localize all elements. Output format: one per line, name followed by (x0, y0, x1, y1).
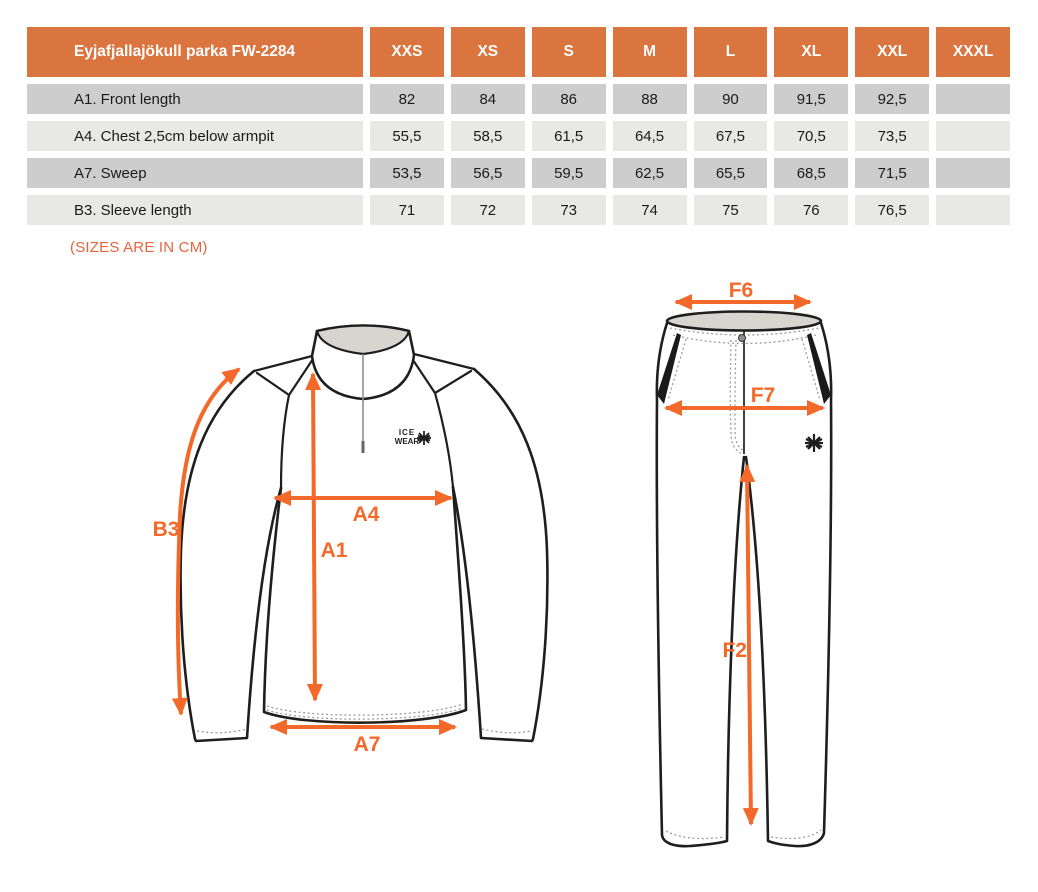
logo-text-top: ICE (398, 428, 416, 437)
size-value-cell: 64,5 (613, 121, 687, 151)
size-value-cell: 76 (774, 195, 848, 225)
size-header-xs: XS (451, 27, 525, 77)
size-value-cell: 61,5 (532, 121, 606, 151)
row-label: A1. Front length (27, 84, 363, 114)
size-value-cell: 92,5 (855, 84, 929, 114)
size-value-cell: 73,5 (855, 121, 929, 151)
size-value-cell: 74 (613, 195, 687, 225)
size-value-cell: 88 (613, 84, 687, 114)
size-value-cell: 76,5 (855, 195, 929, 225)
size-header-xl: XL (774, 27, 848, 77)
pants-f7-label: F7 (750, 384, 776, 407)
size-value-cell: 62,5 (613, 158, 687, 188)
size-value-cell: 70,5 (774, 121, 848, 151)
table-title-cell: Eyjafjallajökull parka FW-2284 (27, 27, 363, 77)
size-header-xxl: XXL (855, 27, 929, 77)
size-header-l: L (694, 27, 768, 77)
jacket-a1-arrow (313, 374, 315, 700)
size-value-cell: 84 (451, 84, 525, 114)
size-value-cell: 90 (694, 84, 768, 114)
size-value-cell: 56,5 (451, 158, 525, 188)
sizes-unit-note: (SIZES ARE IN CM) (70, 239, 208, 256)
pants-f6-label: F6 (728, 279, 754, 302)
pants-diagram (657, 279, 831, 846)
logo-text-bottom: WEAR (394, 437, 420, 446)
pants-f2-arrow (747, 466, 751, 824)
row-label: B3. Sleeve length (27, 195, 363, 225)
jacket-b3-arrow (178, 369, 239, 714)
size-value-cell: 53,5 (370, 158, 444, 188)
size-header-m: M (613, 27, 687, 77)
size-value-cell: 73 (532, 195, 606, 225)
jacket-right-sleeve (453, 369, 547, 741)
size-value-cell: 68,5 (774, 158, 848, 188)
snowflake-icon (805, 434, 823, 452)
size-value-cell: 86 (532, 84, 606, 114)
icewear-logo (395, 428, 431, 446)
jacket-diagram (153, 326, 548, 757)
jacket-a1-label: A1 (320, 539, 348, 562)
size-value-cell: 58,5 (451, 121, 525, 151)
snowflake-icon (417, 431, 431, 445)
size-value-cell: 59,5 (532, 158, 606, 188)
size-value-cell: 67,5 (694, 121, 768, 151)
size-header-xxs: XXS (370, 27, 444, 77)
size-value-cell: 75 (694, 195, 768, 225)
size-value-cell: 65,5 (694, 158, 768, 188)
size-value-cell: 71,5 (855, 158, 929, 188)
size-value-cell: 72 (451, 195, 525, 225)
size-value-cell: 55,5 (370, 121, 444, 151)
jacket-b3-label: B3 (152, 518, 180, 541)
size-header-xxxl: XXXL (936, 27, 1010, 77)
size-header-s: S (532, 27, 606, 77)
jacket-a4-label: A4 (352, 503, 380, 526)
row-label: A4. Chest 2,5cm below armpit (27, 121, 363, 151)
waist-opening (667, 312, 821, 331)
size-value-cell: 91,5 (774, 84, 848, 114)
pants-f2-label: F2 (722, 639, 747, 662)
waist-button (739, 335, 746, 342)
size-value-cell: 71 (370, 195, 444, 225)
jacket-a7-label: A7 (353, 733, 381, 756)
row-label: A7. Sweep (27, 158, 363, 188)
size-value-cell: 82 (370, 84, 444, 114)
